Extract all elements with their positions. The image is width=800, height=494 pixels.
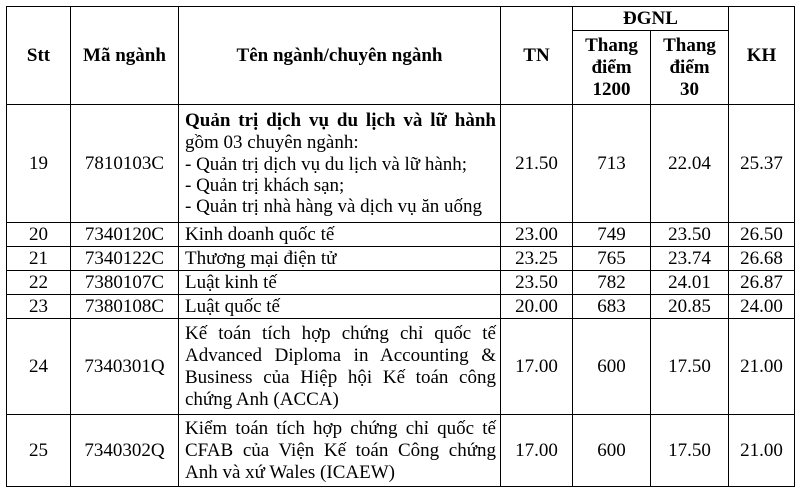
row-name-bold: Quản trị dịch vụ du lịch và lữ hành (185, 110, 496, 131)
row-dgnl-30: 20.85 (651, 295, 729, 319)
row-stt: 19 (7, 105, 71, 223)
row-dgnl-30: 23.74 (651, 247, 729, 271)
table-row (7, 415, 795, 487)
table-row (7, 295, 795, 319)
row-tn: 23.50 (501, 271, 573, 295)
row-tn: 23.25 (501, 247, 573, 271)
row-name-rest: gồm 03 chuyên ngành: (185, 132, 359, 153)
row-tn: 17.00 (501, 415, 573, 487)
row-name (179, 105, 501, 223)
row-subitem: - Quản trị dịch vụ du lịch và lữ hành; (185, 154, 468, 175)
row-code: 7810103C (71, 105, 179, 223)
row-kh: 21.00 (729, 415, 795, 487)
row-stt: 25 (7, 415, 71, 487)
row-name: Luật quốc tế (179, 295, 501, 319)
row-dgnl-30: 22.04 (651, 105, 729, 223)
row-code: 7380108C (71, 295, 179, 319)
row-dgnl-30: 24.01 (651, 271, 729, 295)
admission-score-table (6, 6, 795, 487)
row-dgnl-1200: 713 (573, 105, 651, 223)
row-name: Thương mại điện tử (179, 247, 501, 271)
row-code: 7340301Q (71, 319, 179, 415)
row-dgnl-1200: 600 (573, 415, 651, 487)
row-dgnl-1200: 683 (573, 295, 651, 319)
row-stt: 22 (7, 271, 71, 295)
row-code: 7340120C (71, 223, 179, 247)
row-code: 7340122C (71, 247, 179, 271)
header-tn: TN (501, 7, 573, 105)
row-code: 7380107C (71, 271, 179, 295)
row-tn: 21.50 (501, 105, 573, 223)
row-dgnl-1200: 749 (573, 223, 651, 247)
row-kh: 25.37 (729, 105, 795, 223)
table-row (7, 271, 795, 295)
row-kh: 26.50 (729, 223, 795, 247)
header-major-name: Tên ngành/chuyên ngành (179, 7, 501, 105)
header-scale-1200: Thang điểm 1200 (573, 31, 651, 105)
header-kh: KH (729, 7, 795, 105)
row-dgnl-1200: 600 (573, 319, 651, 415)
table-row (7, 223, 795, 247)
row-kh: 21.00 (729, 319, 795, 415)
row-name: Kinh doanh quốc tế (179, 223, 501, 247)
row-stt: 21 (7, 247, 71, 271)
row-dgnl-30: 17.50 (651, 319, 729, 415)
row-tn: 17.00 (501, 319, 573, 415)
row-name: Luật kinh tế (179, 271, 501, 295)
header-major-code: Mã ngành (71, 7, 179, 105)
row-dgnl-1200: 765 (573, 247, 651, 271)
row-tn: 23.00 (501, 223, 573, 247)
table-row (7, 247, 795, 271)
row-kh: 26.87 (729, 271, 795, 295)
row-dgnl-30: 17.50 (651, 415, 729, 487)
row-stt: 24 (7, 319, 71, 415)
row-stt: 23 (7, 295, 71, 319)
row-subitem: - Quản trị nhà hàng và dịch vụ ăn uống (185, 196, 483, 217)
header-stt: Stt (7, 7, 71, 105)
row-code: 7340302Q (71, 415, 179, 487)
table-row (7, 105, 795, 223)
row-tn: 20.00 (501, 295, 573, 319)
header-dgnl: ĐGNL (573, 7, 729, 31)
row-kh: 26.68 (729, 247, 795, 271)
row-kh: 24.00 (729, 295, 795, 319)
header-scale-30: Thang điểm 30 (651, 31, 729, 105)
row-dgnl-1200: 782 (573, 271, 651, 295)
row-dgnl-30: 23.50 (651, 223, 729, 247)
row-name: Kế toán tích hợp chứng chỉ quốc tế Advanced Diploma in Accounting & Business của Hiệp hội Kế toán công chứng Anh (ACCA) (179, 319, 501, 415)
row-name: Kiểm toán tích hợp chứng chỉ quốc tế CFAB của Viện Kế toán Công chứng Anh và xứ Wales (ICAEW) (179, 415, 501, 487)
row-stt: 20 (7, 223, 71, 247)
row-subitem: - Quản trị khách sạn; (185, 175, 345, 196)
table-row (7, 319, 795, 415)
